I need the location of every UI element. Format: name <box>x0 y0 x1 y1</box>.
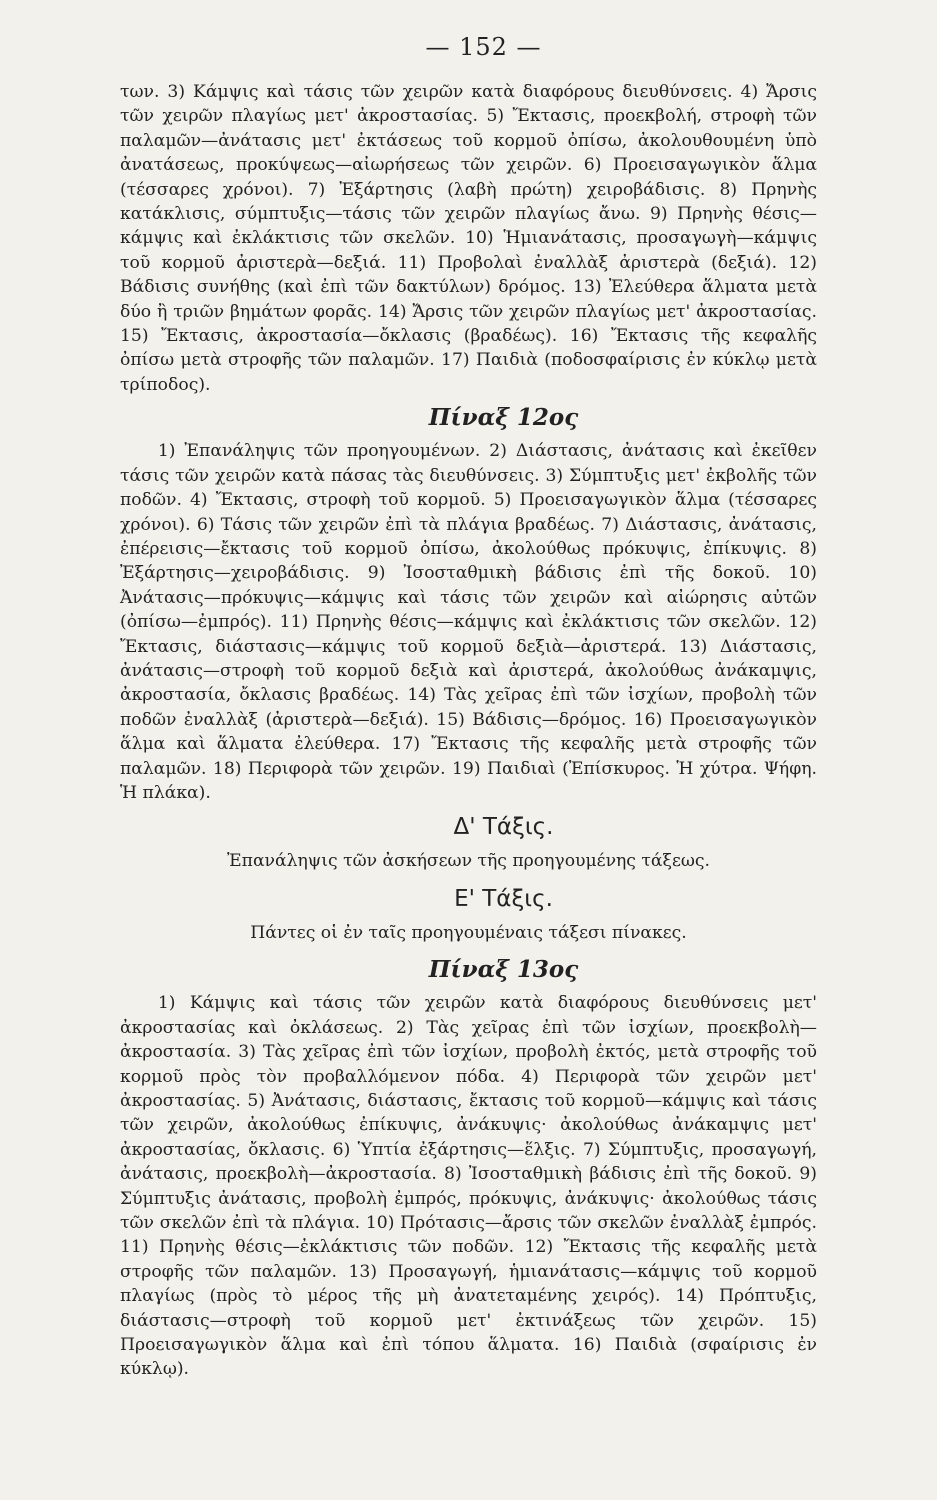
table-13-heading: Πίναξ 13ος <box>428 956 579 984</box>
class-e-heading: Ε' Τάξις. <box>454 886 553 913</box>
class-d-heading: Δ' Τάξις. <box>453 814 554 841</box>
page-number: — 152 — <box>425 33 542 61</box>
paragraph-continued: των. 3) Κάμψις καὶ τάσις τῶν χειρῶν κατὰ διαφόρους διευθύνσεις. 4) Ἄρσις τῶν χειρῶν πλαγίως μετ' ἀκροστασίας. 5) Ἔκτασις, προεκβολή, στροφὴ τῶν παλαμῶν—ἀνάτασις μετ' ἐκτάσεως τοῦ κορμοῦ ὀπίσω, ἀκολουθουμένη ὑπὸ ἀνατάσεως, προκύψεως—αἰωρήσεως τῶν χειρῶν. 6) Προεισαγωγικὸν ἅλμα (τέσσαρες χρόνοι). 7) Ἐξάρτησις (λαβὴ πρώτη) χειροβάδισις. 8) Πρηνὴς κατάκλισις, σύμπτυξις—τάσις τῶν χειρῶν πλαγίως ἄνω. 9) Πρηνὴς θέσις—κάμψις καὶ ἐκλάκτισις τῶν σκελῶν. 10) Ἡμιανάτασις, προσαγωγὴ—κάμψις τοῦ κορμοῦ ἀριστερὰ—δεξιά. 11) Προβολαὶ ἐναλλὰξ ἀριστερὰ (δεξιά). 12) Βάδισις συνήθης (καὶ ἐπὶ τῶν δακτύλων) δρόμος. 13) Ἐλεύθερα ἅλματα μετὰ δύο ἢ τριῶν βημάτων φορᾶς. 14) Ἄρσις τῶν χειρῶν πλαγίως μετ' ἀκροστασίας. 15) Ἔκτασις, ἀκροστασία—ὄκλασις (βραδέως). 16) Ἔκτασις τῆς κεφαλῆς ὀπίσω μετὰ στροφῆς τῶν παλαμῶν. 17) Παιδιὰ (ποδοσφαίρισις ἐν κύκλῳ μετὰ τρίποδος). <box>120 82 817 395</box>
table-13-paragraph: 1) Κάμψις καὶ τάσις τῶν χειρῶν κατὰ διαφόρους διευθύνσεις μετ' ἀκροστασίας καὶ ὀκλάσεως. 2) Τὰς χεῖρας ἐπὶ τῶν ἰσχίων, προεκβολὴ—ἀκροστασία. 3) Τὰς χεῖρας ἐπὶ τῶν ἰσχίων, προβολὴ ἐκτός, μετὰ στροφῆς τοῦ κορμοῦ πρὸς τὸν προβαλλόμενον πόδα. 4) Περιφορὰ τῶν χειρῶν μετ' ἀκροστασίας. 5) Ἀνάτασις, διάστασις, ἔκτασις τοῦ κορμοῦ—κάμψις καὶ τάσις τῶν χειρῶν, ἀκολούθως ἐπίκυψις, ἀνάκυψις· ἀκολούθως ἀνάκαμψις μετ' ἀκροστασίας, ὄκλασις. 6) Ὑπτία ἐξάρτησις—ἕλξις. 7) Σύμπτυξις, προσαγωγή, ἀνάτασις, προεκβολὴ—ἀκροστασία. 8) Ἰσοσταθμικὴ βάδισις ἐπὶ τῆς δοκοῦ. 9) Σύμπτυξις ἀνάτασις, προβολὴ ἐμπρός, πρόκυψις, ἀνάκυψις· ἀκολούθως τάσις τῶν σκελῶν ἐπὶ τὰ πλάγια. 10) Πρότασις—ἄρσις τῶν σκελῶν ἐναλλὰξ ἐμπρός. 11) Πρηνὴς θέσις—ἐκλάκτισις τῶν ποδῶν. 12) Ἔκτασις τῆς κεφαλῆς μετὰ στροφῆς τῶν παλαμῶν. 13) Προσαγωγή, ἡμιανάτασις—κάμψις τοῦ κορμοῦ πλαγίως (πρὸς τὸ μέρος τῆς μὴ ἀνατεταμένης χειρός). 14) Πρόπτυξις, διάστασις—στροφὴ τοῦ κορμοῦ μετ' ἐκτινάξεως τῶν χειρῶν. 15) Προεισαγωγικὸν ἅλμα καὶ ἐπὶ τόπου ἅλματα. 16) Παιδιὰ (σφαίρισις ἐν κύκλῳ). <box>120 993 817 1380</box>
class-d-text: Ἐπανάληψις τῶν ἀσκήσεων τῆς προηγουμένης τάξεως. <box>226 851 710 872</box>
class-e-text: Πάντες οἱ ἐν ταῖς προηγουμέναις τάξεσι πίνακες. <box>250 923 687 944</box>
table-12-paragraph: 1) Ἐπανάληψις τῶν προηγουμένων. 2) Διάστασις, ἀνάτασις καὶ ἐκεῖθεν τάσις τῶν χειρῶν κατὰ πάσας τὰς διευθύνσεις. 3) Σύμπτυξις μετ' ἐκβολῆς τῶν ποδῶν. 4) Ἔκτασις, στροφὴ τοῦ κορμοῦ. 5) Προεισαγωγικὸν ἅλμα (τέσσαρες χρόνοι). 6) Τάσις τῶν χειρῶν ἐπὶ τὰ πλάγια βραδέως. 7) Διάστασις, ἀνάτασις, ἐπέρεισις—ἔκτασις τοῦ κορμοῦ ὀπίσω, ἀκολούθως πρόκυψις, ἐπίκυψις. 8) Ἐξάρτησις—χειροβάδισις. 9) Ἰσοσταθμικὴ βάδισις ἐπὶ τῆς δοκοῦ. 10) Ἀνάτασις—πρόκυψις—κάμψις καὶ τάσις τῶν χειρῶν καὶ αἰώρησις αὐτῶν (ὀπίσω—ἐμπρός). 11) Πρηνὴς θέσις—κάμψις καὶ ἐκλάκτισις τῶν σκελῶν. 12) Ἔκτασις, διάστασις—κάμψις τοῦ κορμοῦ δεξιὰ—ἀριστερά. 13) Διάστασις, ἀνάτασις—στροφὴ τοῦ κορμοῦ δεξιὰ καὶ ἀριστερά, ἀκολούθως ἀνάκαμψις, ἀκροστασία, ὄκλασις βραδέως. 14) Τὰς χεῖρας ἐπὶ τῶν ἰσχίων, προβολὴ τῶν ποδῶν ἐναλλὰξ (ἀριστερὰ—δεξιά). 15) Βάδισις—δρόμος. 16) Προεισαγωγικὸν ἅλμα καὶ ἅλματα ἐλεύθερα. 17) Ἔκτασις τῆς κεφαλῆς μετὰ στροφῆς τῶν παλαμῶν. 18) Περιφορὰ τῶν χειρῶν. 19) Παιδιαὶ (Ἐπίσκυρος. Ἡ χύτρα. Ψήφη. Ἡ πλάκα). <box>120 441 817 803</box>
table-12-heading: Πίναξ 12ος <box>428 404 579 432</box>
